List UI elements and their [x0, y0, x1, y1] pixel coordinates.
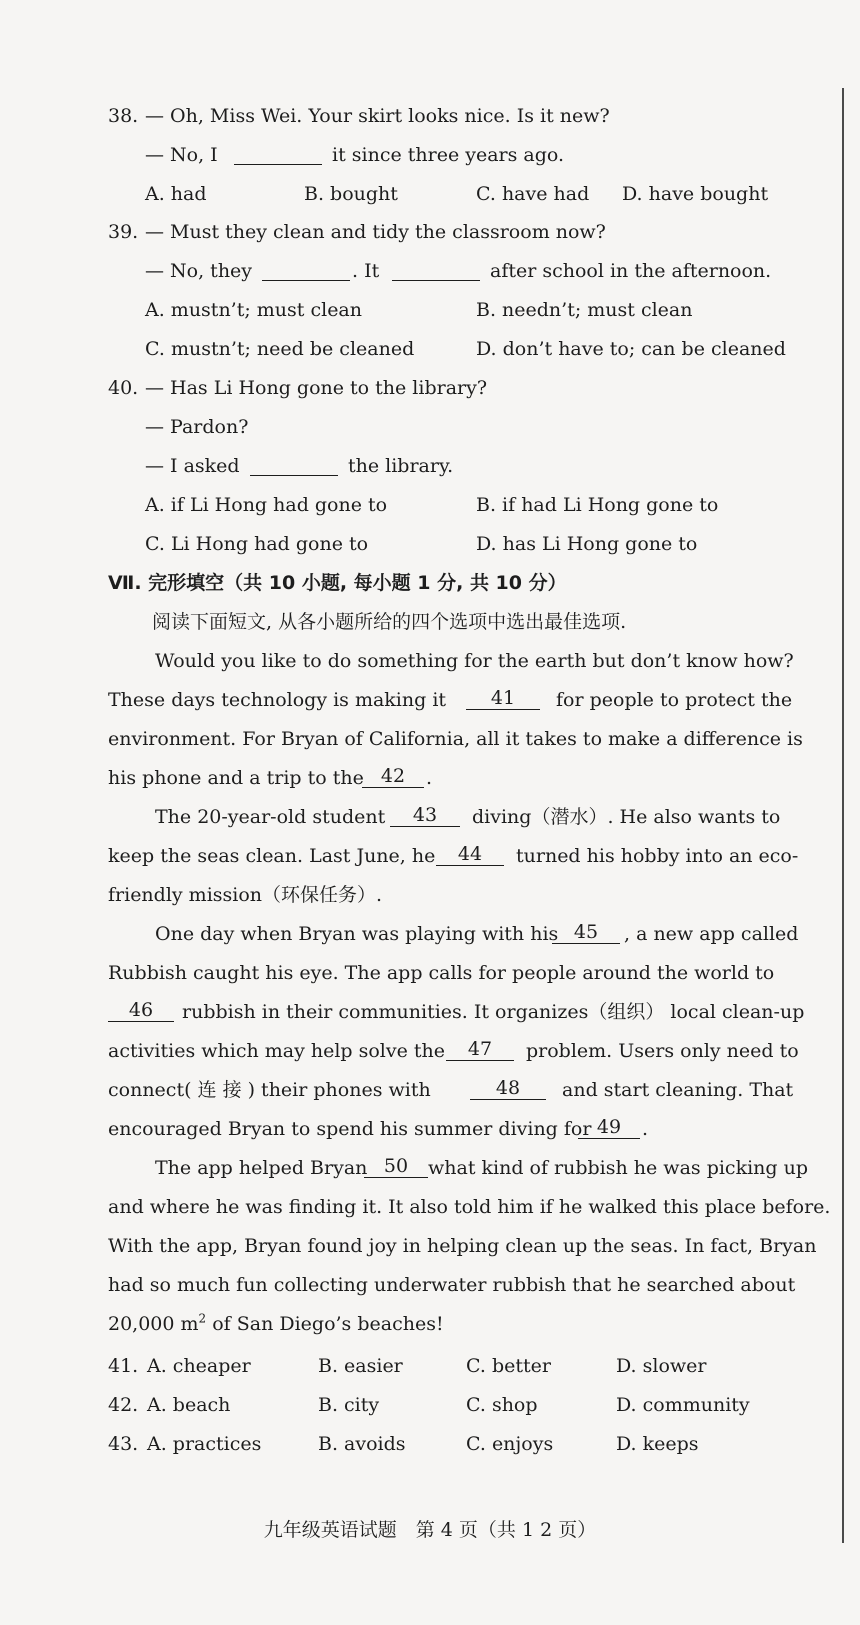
passage-text: Rubbish caught his eye. The app calls for people around the world to — [108, 962, 775, 984]
passage-text: One day when Bryan was playing with his — [155, 923, 559, 945]
q38-option-d: D. have bought — [622, 183, 769, 205]
passage-text: had so much fun collecting underwater rubbish that he searched about — [108, 1274, 796, 1296]
answer-number: 41. — [108, 1355, 139, 1377]
q39-number: 39. — [108, 221, 139, 243]
passage-text: and where he was finding it. It also told him if he walked this place before. — [108, 1196, 831, 1218]
q39-option-a: A. mustn’t; must clean — [145, 299, 362, 321]
q40-option-a: A. if Li Hong had gone to — [145, 494, 388, 516]
section-title: Ⅶ. 完形填空（共 10 小题, 每小题 1 分, 共 10 分） — [108, 572, 567, 594]
q40-option-b: B. if had Li Hong gone to — [476, 494, 719, 516]
answer-option-d: D. slower — [616, 1355, 707, 1377]
q38-blank — [234, 142, 322, 165]
page-footer: 九年级英语试题 第 4 页（共 1 2 页） — [263, 1519, 597, 1541]
passage-text: encouraged Bryan to spend his summer diving for — [108, 1118, 592, 1140]
answer-number: 42. — [108, 1394, 139, 1416]
answer-option-b: B. easier — [318, 1355, 403, 1377]
passage-text: and start cleaning. That — [562, 1079, 794, 1101]
passage-text: keep the seas clean. Last June, he — [108, 845, 436, 867]
answer-option-c: C. shop — [466, 1394, 538, 1416]
q39-line2c: after school in the afternoon. — [490, 260, 772, 282]
passage-text — [108, 1311, 444, 1337]
passage-text: Would you like to do something for the earth but don’t know how? — [155, 650, 794, 672]
q40-number: 40. — [108, 377, 139, 399]
q39-line2a: — No, they — [145, 260, 253, 282]
passage-text: activities which may help solve the — [108, 1040, 446, 1062]
blank-42: 42 — [362, 765, 424, 788]
q39-line2b: . It — [352, 260, 380, 282]
q40-blank — [250, 453, 338, 476]
area-rest: of San Diego’s beaches! — [212, 1313, 444, 1335]
passage-text: . — [642, 1118, 649, 1140]
answer-option-b: B. city — [318, 1394, 380, 1416]
q38-line2b: it since three years ago. — [332, 144, 565, 166]
passage-text: what kind of rubbish he was picking up — [428, 1157, 808, 1179]
answer-option-c: C. enjoys — [466, 1433, 554, 1455]
answer-option-a: A. cheaper — [147, 1355, 251, 1377]
page-edge-line — [842, 88, 844, 1543]
blank-44: 44 — [436, 843, 504, 866]
q38-line1: — Oh, Miss Wei. Your skirt looks nice. Is it new? — [145, 105, 610, 127]
passage-text: problem. Users only need to — [526, 1040, 799, 1062]
q39-line1: — Must they clean and tidy the classroom now? — [145, 221, 606, 243]
answer-option-c: C. better — [466, 1355, 551, 1377]
blank-48: 48 — [470, 1077, 546, 1100]
q40-line1: — Has Li Hong gone to the library? — [145, 377, 488, 399]
q39-blank-1 — [262, 258, 350, 281]
answer-option-a: A. beach — [147, 1394, 231, 1416]
passage-text: rubbish in their communities. It organizes（组织） local clean-up — [182, 1001, 805, 1023]
answer-number: 43. — [108, 1433, 139, 1455]
blank-47: 47 — [446, 1038, 514, 1061]
blank-46: 46 — [108, 999, 174, 1022]
passage-text: turned his hobby into an eco- — [516, 845, 799, 867]
answer-option-b: B. avoids — [318, 1433, 406, 1455]
passage-text: , a new app called — [624, 923, 799, 945]
section-instruction: 阅读下面短文, 从各小题所给的四个选项中选出最佳选项. — [152, 611, 627, 633]
blank-49: 49 — [578, 1116, 640, 1139]
answer-option-d: D. community — [616, 1394, 750, 1416]
q40-line3a: — I asked — [145, 455, 240, 477]
passage-text: diving（潜水）. He also wants to — [472, 806, 781, 828]
q38-option-c: C. have had — [476, 183, 590, 205]
q39-option-b: B. needn’t; must clean — [476, 299, 693, 321]
q38-number: 38. — [108, 105, 139, 127]
q40-option-c: C. Li Hong had gone to — [145, 533, 369, 555]
passage-text: The 20-year-old student — [155, 806, 386, 828]
q40-option-d: D. has Li Hong gone to — [476, 533, 698, 555]
area-value: 20,000 m — [108, 1313, 199, 1335]
passage-text: friendly mission（环保任务）. — [108, 884, 383, 906]
q38-option-b: B. bought — [304, 183, 398, 205]
answer-option-d: D. keeps — [616, 1433, 699, 1455]
passage-text: With the app, Bryan found joy in helping clean up the seas. In fact, Bryan — [108, 1235, 817, 1257]
q38-line2a: — No, I — [145, 144, 218, 166]
q40-line3b: the library. — [348, 455, 454, 477]
q39-blank-2 — [392, 258, 480, 281]
blank-50: 50 — [364, 1155, 428, 1178]
q39-option-d: D. don’t have to; can be cleaned — [476, 338, 786, 360]
blank-43: 43 — [390, 804, 460, 827]
blank-41: 41 — [466, 687, 540, 710]
answer-option-a: A. practices — [147, 1433, 262, 1455]
q40-line2: — Pardon? — [145, 416, 249, 438]
q39-option-c: C. mustn’t; need be cleaned — [145, 338, 415, 360]
blank-45: 45 — [552, 921, 620, 944]
passage-text: for people to protect the — [556, 689, 793, 711]
passage-text: . — [426, 767, 433, 789]
passage-text: environment. For Bryan of California, all it takes to make a difference is — [108, 728, 803, 750]
q38-option-a: A. had — [145, 183, 207, 205]
superscript: 2 — [198, 1311, 207, 1326]
passage-text: his phone and a trip to the — [108, 767, 364, 789]
passage-text: These days technology is making it — [108, 689, 447, 711]
passage-text: The app helped Bryan — [155, 1157, 368, 1179]
passage-text: connect( 连 接 ) their phones with — [108, 1079, 431, 1101]
